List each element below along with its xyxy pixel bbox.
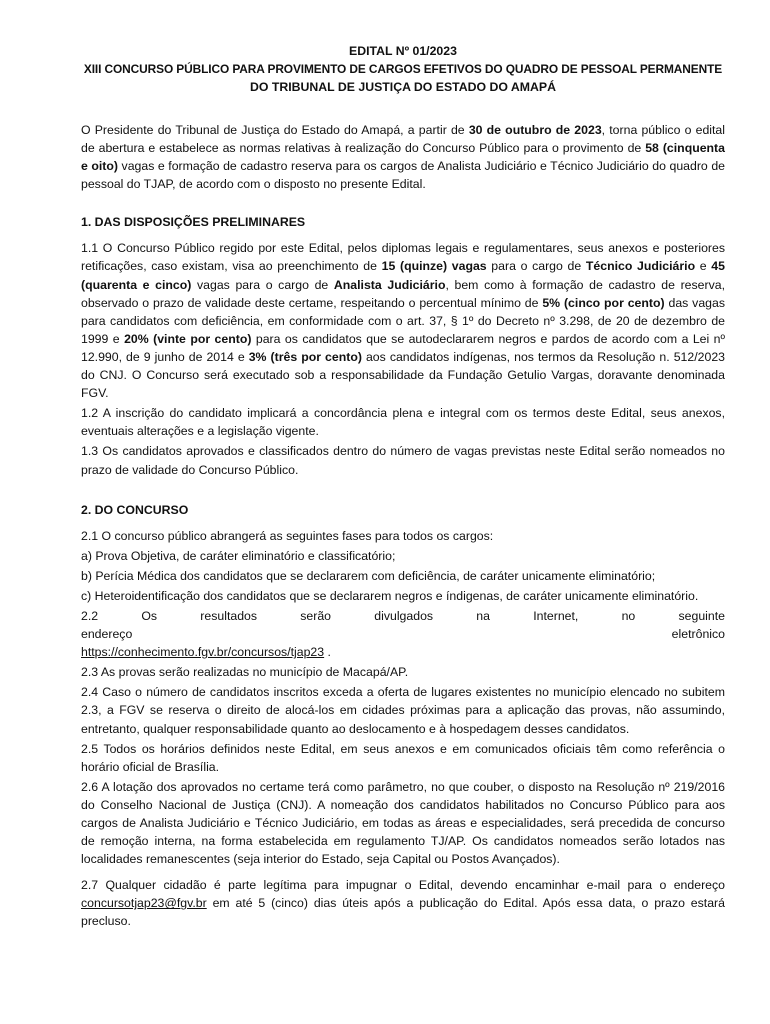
text-run: 1.1 O Concurso Público regido por este Edital, pelos diplomas legais e regulamentares, seus anexos e posteriores retificações, caso existam, visa ao preenchimento de xyxy=(81,241,725,274)
intro-text: vagas e formação de cadastro reserva para os cargos de Analista Judiciário e Técnico Judiciário do quadro de pessoal do TJAP, de acordo com o disposto no presente Edital. xyxy=(81,159,725,192)
paragraph-2-7 xyxy=(81,876,725,930)
bold-run: Analista Judiciário xyxy=(333,277,446,292)
paragraph-1-1 xyxy=(81,239,725,402)
text-run: vagas para o cargo de xyxy=(191,277,334,292)
text-run: das vagas para candidatos com deficiência, em conformidade com o art. 37, § 1º do Decreto nº 3.298, de 20 de dezembro de 1999 e xyxy=(81,295,725,346)
text-run: em até 5 (cinco) dias úteis após a publicação do Edital. Após essa data, o prazo estará precluso. xyxy=(81,896,725,929)
paragraph-2-2: 2.2 Os resultados serão divulgados na Internet, no seguinte endereço eletrônico xyxy=(81,608,725,642)
section2-heading: 2. DO CONCURSO xyxy=(81,502,189,517)
bold-run: 3% (três por cento) xyxy=(248,349,362,364)
intro-text: , torna público o edital de abertura e estabelece as normas relativas à realização do Concurso Público para o provimento de xyxy=(81,123,725,156)
paragraph-2-5: 2.5 Todos os horários definidos neste Edital, em seus anexos e em comunicados oficiais têm como referência o horário oficial de Brasília. xyxy=(81,741,725,774)
text-run: . xyxy=(324,645,331,660)
impugnation-email-link[interactable]: concursotjap23@fgv.br xyxy=(81,896,207,911)
bold-run: 15 (quinze) vagas xyxy=(381,259,487,274)
document-title-line2: DO TRIBUNAL DE JUSTIÇA DO ESTADO DO AMAPÁ xyxy=(249,80,557,94)
paragraph-2-2-link-line xyxy=(81,643,725,661)
text-run: , bem como à formação de cadastro de reserva, observado o prazo de validade deste certame, respeitando o percentual mínimo de xyxy=(81,277,725,310)
paragraph-2-4: 2.4 Caso o número de candidatos inscritos exceda a oferta de lugares existentes no município elencado no subitem 2.3, a FGV se reserva o direito de alocá-los em cidades próximas para a aplicação das provas, não assumindo, entretanto, qualquer responsabilidade quanto ao deslocamento e à hospedagem desses candidatos. xyxy=(81,685,725,736)
results-url-link[interactable]: https://conhecimento.fgv.br/concursos/tjap23 xyxy=(81,645,325,660)
paragraph-1-2: 1.2 A inscrição do candidato implicará a concordância plena e integral com os termos deste Edital, seus anexos, eventuais alterações e a legislação vigente. xyxy=(81,406,725,439)
text-run: para os candidatos que se autodeclararem negros e pardos de acordo com a Lei nº 12.990, de 9 junho de 2014 e xyxy=(81,331,726,364)
intro-paragraph xyxy=(81,121,725,193)
bold-run: Técnico Judiciário xyxy=(585,259,696,274)
intro-text: O Presidente do Tribunal de Justiça do Estado do Amapá, a partir de xyxy=(81,123,469,137)
document-title-line1: XIII CONCURSO PÚBLICO PARA PROVIMENTO DE CARGOS EFETIVOS DO QUADRO DE PESSOAL PERMANENTE xyxy=(83,62,723,76)
paragraph-2-1: 2.1 O concurso público abrangerá as seguintes fases para todos os cargos: xyxy=(81,528,494,543)
text-run: e xyxy=(695,259,712,274)
text-run: aos candidatos indígenas, nos termos da Resolução n. 512/2023 do CNJ. O Concurso será executado sob a responsabilidade da Fundação Getulio Vargas, doravante denominada FGV. xyxy=(81,349,725,401)
paragraph-2-1-a: a) Prova Objetiva, de caráter eliminatório e classificatório; xyxy=(81,548,396,563)
bold-run: 20% (vinte por cento) xyxy=(124,331,252,346)
paragraph-1-3: 1.3 Os candidatos aprovados e classificados dentro do número de vagas previstas neste Edital serão nomeados no prazo de validade do Concurso Público. xyxy=(81,444,725,477)
bold-run: 5% (cinco por cento) xyxy=(542,295,665,310)
text-run: para o cargo de xyxy=(486,259,586,274)
section1-heading: 1. DAS DISPOSIÇÕES PRELIMINARES xyxy=(81,215,306,230)
paragraph-2-3: 2.3 As provas serão realizadas no município de Macapá/AP. xyxy=(81,665,409,680)
paragraph-2-1-b: b) Perícia Médica dos candidatos que se declararem com deficiência, de caráter unicamente eliminatório; xyxy=(81,568,656,583)
paragraph-2-6: 2.6 A lotação dos aprovados no certame terá como parâmetro, no que couber, o disposto na Resolução nº 219/2016 do Conselho Nacional de Justiça (CNJ). A nomeação dos candidatos habilitados no Concurso Público para aos cargos de Analista Judiciário e Técnico Judiciário, em todas as áreas e especialidades, será precedida de concurso de remoção interna, na forma estabelecida em regulamento TJ/AP. Os candidatos nomeados serão lotados nas localidades remanescentes (seja interior do Estado, seja Capital ou Postos Avançados). xyxy=(81,779,725,867)
text-run: 2.7 Qualquer cidadão é parte legítima para impugnar o Edital, devendo encaminhar e-mail para o endereço xyxy=(81,878,725,893)
intro-vacancies: 58 (cinquenta e oito) xyxy=(81,141,725,174)
edital-number: EDITAL Nº 01/2023 xyxy=(349,44,457,58)
bold-run: 45 (quarenta e cinco) xyxy=(81,259,725,292)
paragraph-2-1-c: c) Heteroidentificação dos candidatos que se declararem negros e índigenas, de caráter unicamente eliminatório. xyxy=(81,588,699,603)
intro-date: 30 de outubro de 2023 xyxy=(468,123,602,137)
